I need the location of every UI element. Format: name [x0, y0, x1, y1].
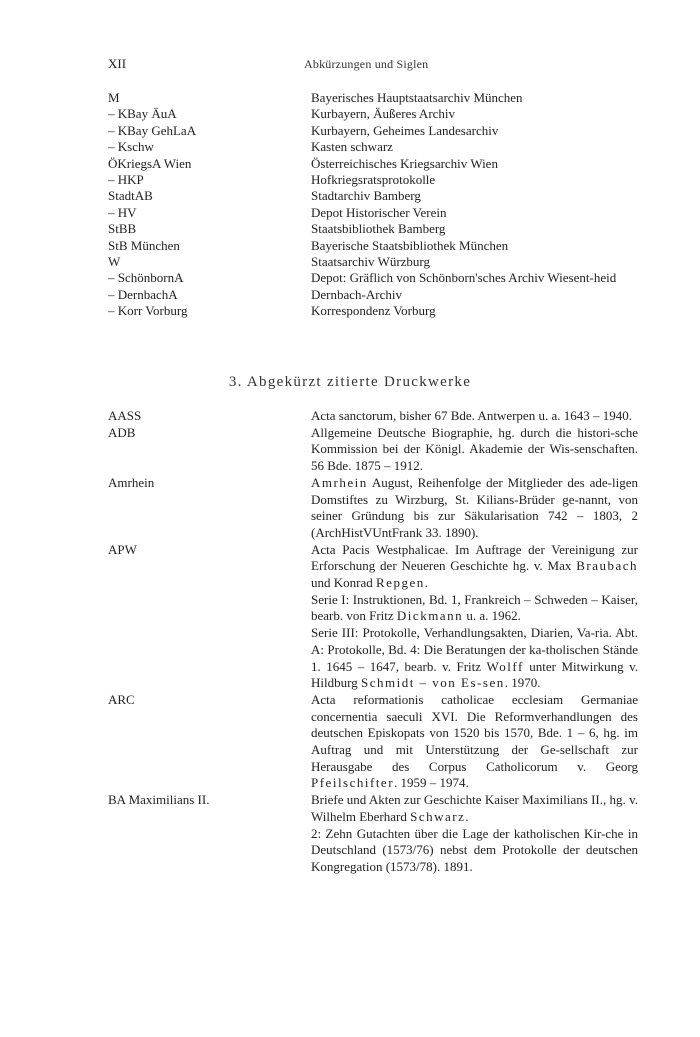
- page-number: XII: [108, 56, 127, 71]
- abbreviation-key: M: [108, 90, 120, 105]
- abbreviation-value: Bayerische Staatsbibliothek München: [311, 237, 509, 253]
- abbreviation-row: [108, 106, 668, 122]
- abbreviation-key: – KBay GehLaA: [108, 122, 197, 138]
- abbreviation-value: Stadtarchiv Bamberg: [311, 188, 421, 204]
- series-three: Serie III: Protokolle, Verhandlungsakten, Diarien, Va-ria. Abt. A: Protokolle, Bd. 4: Die Beratungen der ka-tholischen Stände 1. 1645 – 1647, bearb. v. Fritz Wolff unter Mitwirkung v. Hildburg Schmidt – von Es-sen. 1970.: [311, 625, 639, 691]
- work-key: BA Maximilians II.: [108, 792, 210, 808]
- abbreviation-key: – Kschw: [108, 139, 154, 155]
- abbreviation-key: – Korr Vorburg: [108, 303, 188, 319]
- abbreviation-row: [108, 287, 668, 303]
- abbreviation-value: Korrespondenz Vorburg: [311, 303, 436, 319]
- abbreviation-value: Hofkriegsratsprotokolle: [311, 172, 436, 188]
- abbreviation-row: [108, 254, 668, 270]
- work-description: Briefe und Akten zur Geschichte Kaiser Maximilians II., hg. v. Wilhelm Eberhard Schwarz. 2: Zehn Gutachten über die Lage der katholischen Kir-che in Deutschland (1573/76) nebst dem Protokolle der deutschen Kongregation (1573/78). 1891.: [311, 792, 638, 874]
- work-description: Acta reformationis catholicae ecclesiam Germaniae concernentia saeculi XVI. Die Reformverhandlungen des deutschen Episkopats von 1520 bis 1570, Bde. 1 – 6, hg. im Auftrag und mit Unterstützung der Ge-sellschaft zur Herausgabe des Corpus Catholicorum v. Georg Pfeilschifter. 1959 – 1974.: [311, 691, 638, 791]
- abbreviation-row: [108, 221, 668, 237]
- abbreviation-row: [108, 172, 668, 188]
- abbreviation-row: [108, 156, 668, 172]
- abbreviation-key: – KBay ÄuA: [108, 106, 177, 122]
- abbreviation-key: – HV: [108, 204, 137, 220]
- author-name: Amrhein: [311, 474, 368, 490]
- work-entry-adb: [108, 425, 668, 475]
- abbreviation-value: Kurbayern, Äußeres Archiv: [311, 106, 456, 122]
- running-header: Abkürzungen und Siglen: [304, 57, 429, 71]
- abbreviation-key: – SchönbornA: [108, 270, 184, 286]
- abbreviation-value: Kasten schwarz: [311, 139, 393, 155]
- series-one: Serie I: Instruktionen, Bd. 1, Frankreich – Schweden – Kaiser, bearb. von Fritz Dickmann u. a. 1962.: [311, 591, 638, 624]
- work-key: ARC: [108, 691, 135, 707]
- work-entry-arc: [108, 692, 668, 792]
- work-entry-apw: [108, 542, 668, 692]
- series-intro: Acta Pacis Westphalicae. Im Auftrage der Vereinigung zur Erforschung der Neueren Geschichte hg. v. Max Braubach und Konrad Repgen.: [311, 541, 638, 591]
- abbreviation-row: [108, 238, 668, 254]
- abbreviation-row: [108, 303, 668, 319]
- work-description: Allgemeine Deutsche Biographie, hg. durch die histori-sche Kommission bei der Königl. Akademie der Wis-senschaften. 56 Bde. 1875 – 1912.: [311, 424, 638, 474]
- abbreviation-row: [108, 139, 668, 155]
- abbreviation-key: StB München: [108, 237, 180, 253]
- work-entry-aass: [108, 408, 668, 425]
- abbreviation-key: – HKP: [108, 172, 144, 188]
- abbreviation-value: Österreichisches Kriegsarchiv Wien: [311, 155, 498, 171]
- cited-works-list: [108, 408, 668, 876]
- work-entry-ba: [108, 792, 668, 876]
- abbreviation-value: Depot: Gräflich von Schönborn'sches Archiv Wiesent-heid: [311, 270, 617, 286]
- work-key: APW: [108, 541, 137, 557]
- section-heading: 3. Abgekürzt zitierte Druckwerke: [228, 374, 472, 390]
- work-key: ADB: [108, 424, 136, 440]
- abbreviation-value: Depot Historischer Verein: [311, 204, 447, 220]
- abbreviation-value: Staatsarchiv Würzburg: [311, 254, 431, 270]
- abbreviation-row: [108, 188, 668, 204]
- abbreviation-row: [108, 90, 668, 106]
- abbreviation-row: [108, 123, 668, 139]
- abbreviation-value: Staatsbibliothek Bamberg: [311, 221, 446, 237]
- archive-abbreviation-list: [108, 90, 668, 320]
- abbreviation-value: Bayerisches Hauptstaatsarchiv München: [311, 90, 523, 105]
- abbreviation-row: [108, 205, 668, 221]
- work-description: Acta sanctorum, bisher 67 Bde. Antwerpen u. a. 1643 – 1940.: [311, 408, 632, 423]
- work-key: AASS: [108, 408, 142, 423]
- abbreviation-value: Kurbayern, Geheimes Landesarchiv: [311, 122, 499, 138]
- work-entry-amrhein: [108, 475, 668, 542]
- abbreviation-key: StadtAB: [108, 188, 153, 204]
- work-key: Amrhein: [108, 474, 155, 490]
- abbreviation-key: ÖKriegsA Wien: [108, 155, 192, 171]
- abbreviation-key: StBB: [108, 221, 137, 237]
- abbreviation-key: W: [108, 254, 121, 270]
- work-description: [311, 542, 638, 692]
- abbreviation-value: Dernbach-Archiv: [311, 286, 402, 302]
- work-description: Amrhein August, Reihenfolge der Mitglieder des ade-ligen Domstiftes zu Wirzburg, St. Kilians-Brüder ge-nannt, von seiner Gründung bis zur Säkularisation 742 – 1803, 2 (ArchHistVUntFrank 33. 1890).: [311, 474, 638, 540]
- abbreviation-row: [108, 270, 668, 286]
- abbreviation-key: – DernbachA: [108, 286, 178, 302]
